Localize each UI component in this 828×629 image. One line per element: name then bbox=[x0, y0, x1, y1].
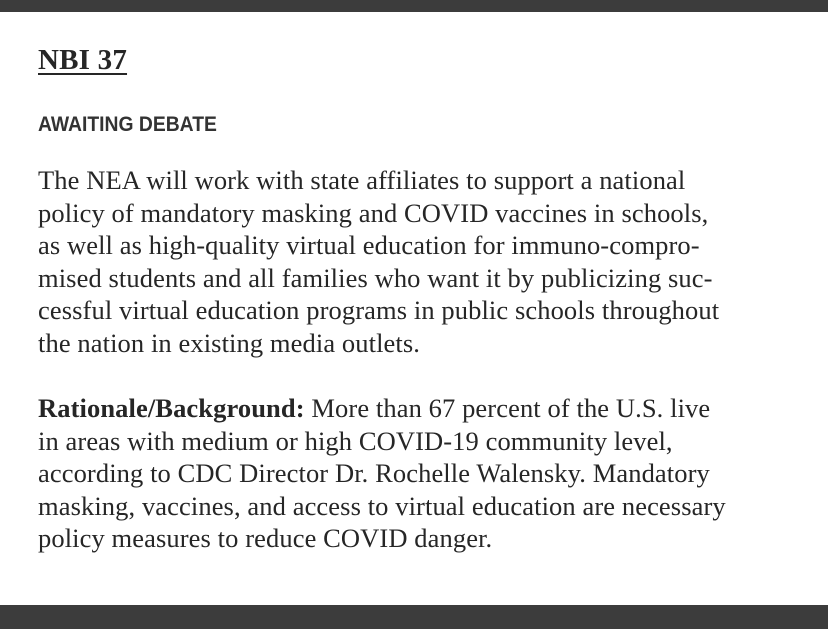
rationale-line: in areas with medium or high COVID-19 community level, bbox=[38, 425, 673, 456]
resolution-line: cessful virtual education programs in public schools throughout bbox=[38, 295, 720, 325]
rationale-line-text: More than 67 percent of the U.S. live bbox=[304, 393, 711, 423]
resolution-line: as well as high-quality virtual education for immuno-compro- bbox=[38, 230, 700, 260]
rationale-label: Rationale/Background: bbox=[38, 393, 305, 423]
bottom-bar bbox=[0, 605, 828, 629]
rationale-line bbox=[38, 392, 808, 425]
resolution-line: mised students and all families who want it by publicizing suc- bbox=[38, 262, 713, 293]
resolution-line: the nation in existing media outlets. bbox=[38, 327, 420, 358]
resolution-id: NBI 37 bbox=[38, 44, 128, 76]
rationale-line: according to CDC Director Dr. Rochelle Walensky. Mandatory bbox=[38, 458, 710, 488]
resolution-line: policy of mandatory masking and COVID vaccines in schools, bbox=[38, 197, 709, 228]
status-label: AWAITING DEBATE bbox=[38, 113, 217, 136]
document-content bbox=[38, 40, 808, 555]
resolution-line: The NEA will work with state affiliates to support a national bbox=[38, 165, 686, 195]
rationale-line: policy measures to reduce COVID danger. bbox=[38, 523, 493, 553]
top-bar bbox=[0, 0, 828, 12]
resolution-text bbox=[38, 164, 808, 359]
rationale-text bbox=[38, 392, 808, 555]
rationale-line: masking, vaccines, and access to virtual education are necessary bbox=[38, 490, 726, 521]
